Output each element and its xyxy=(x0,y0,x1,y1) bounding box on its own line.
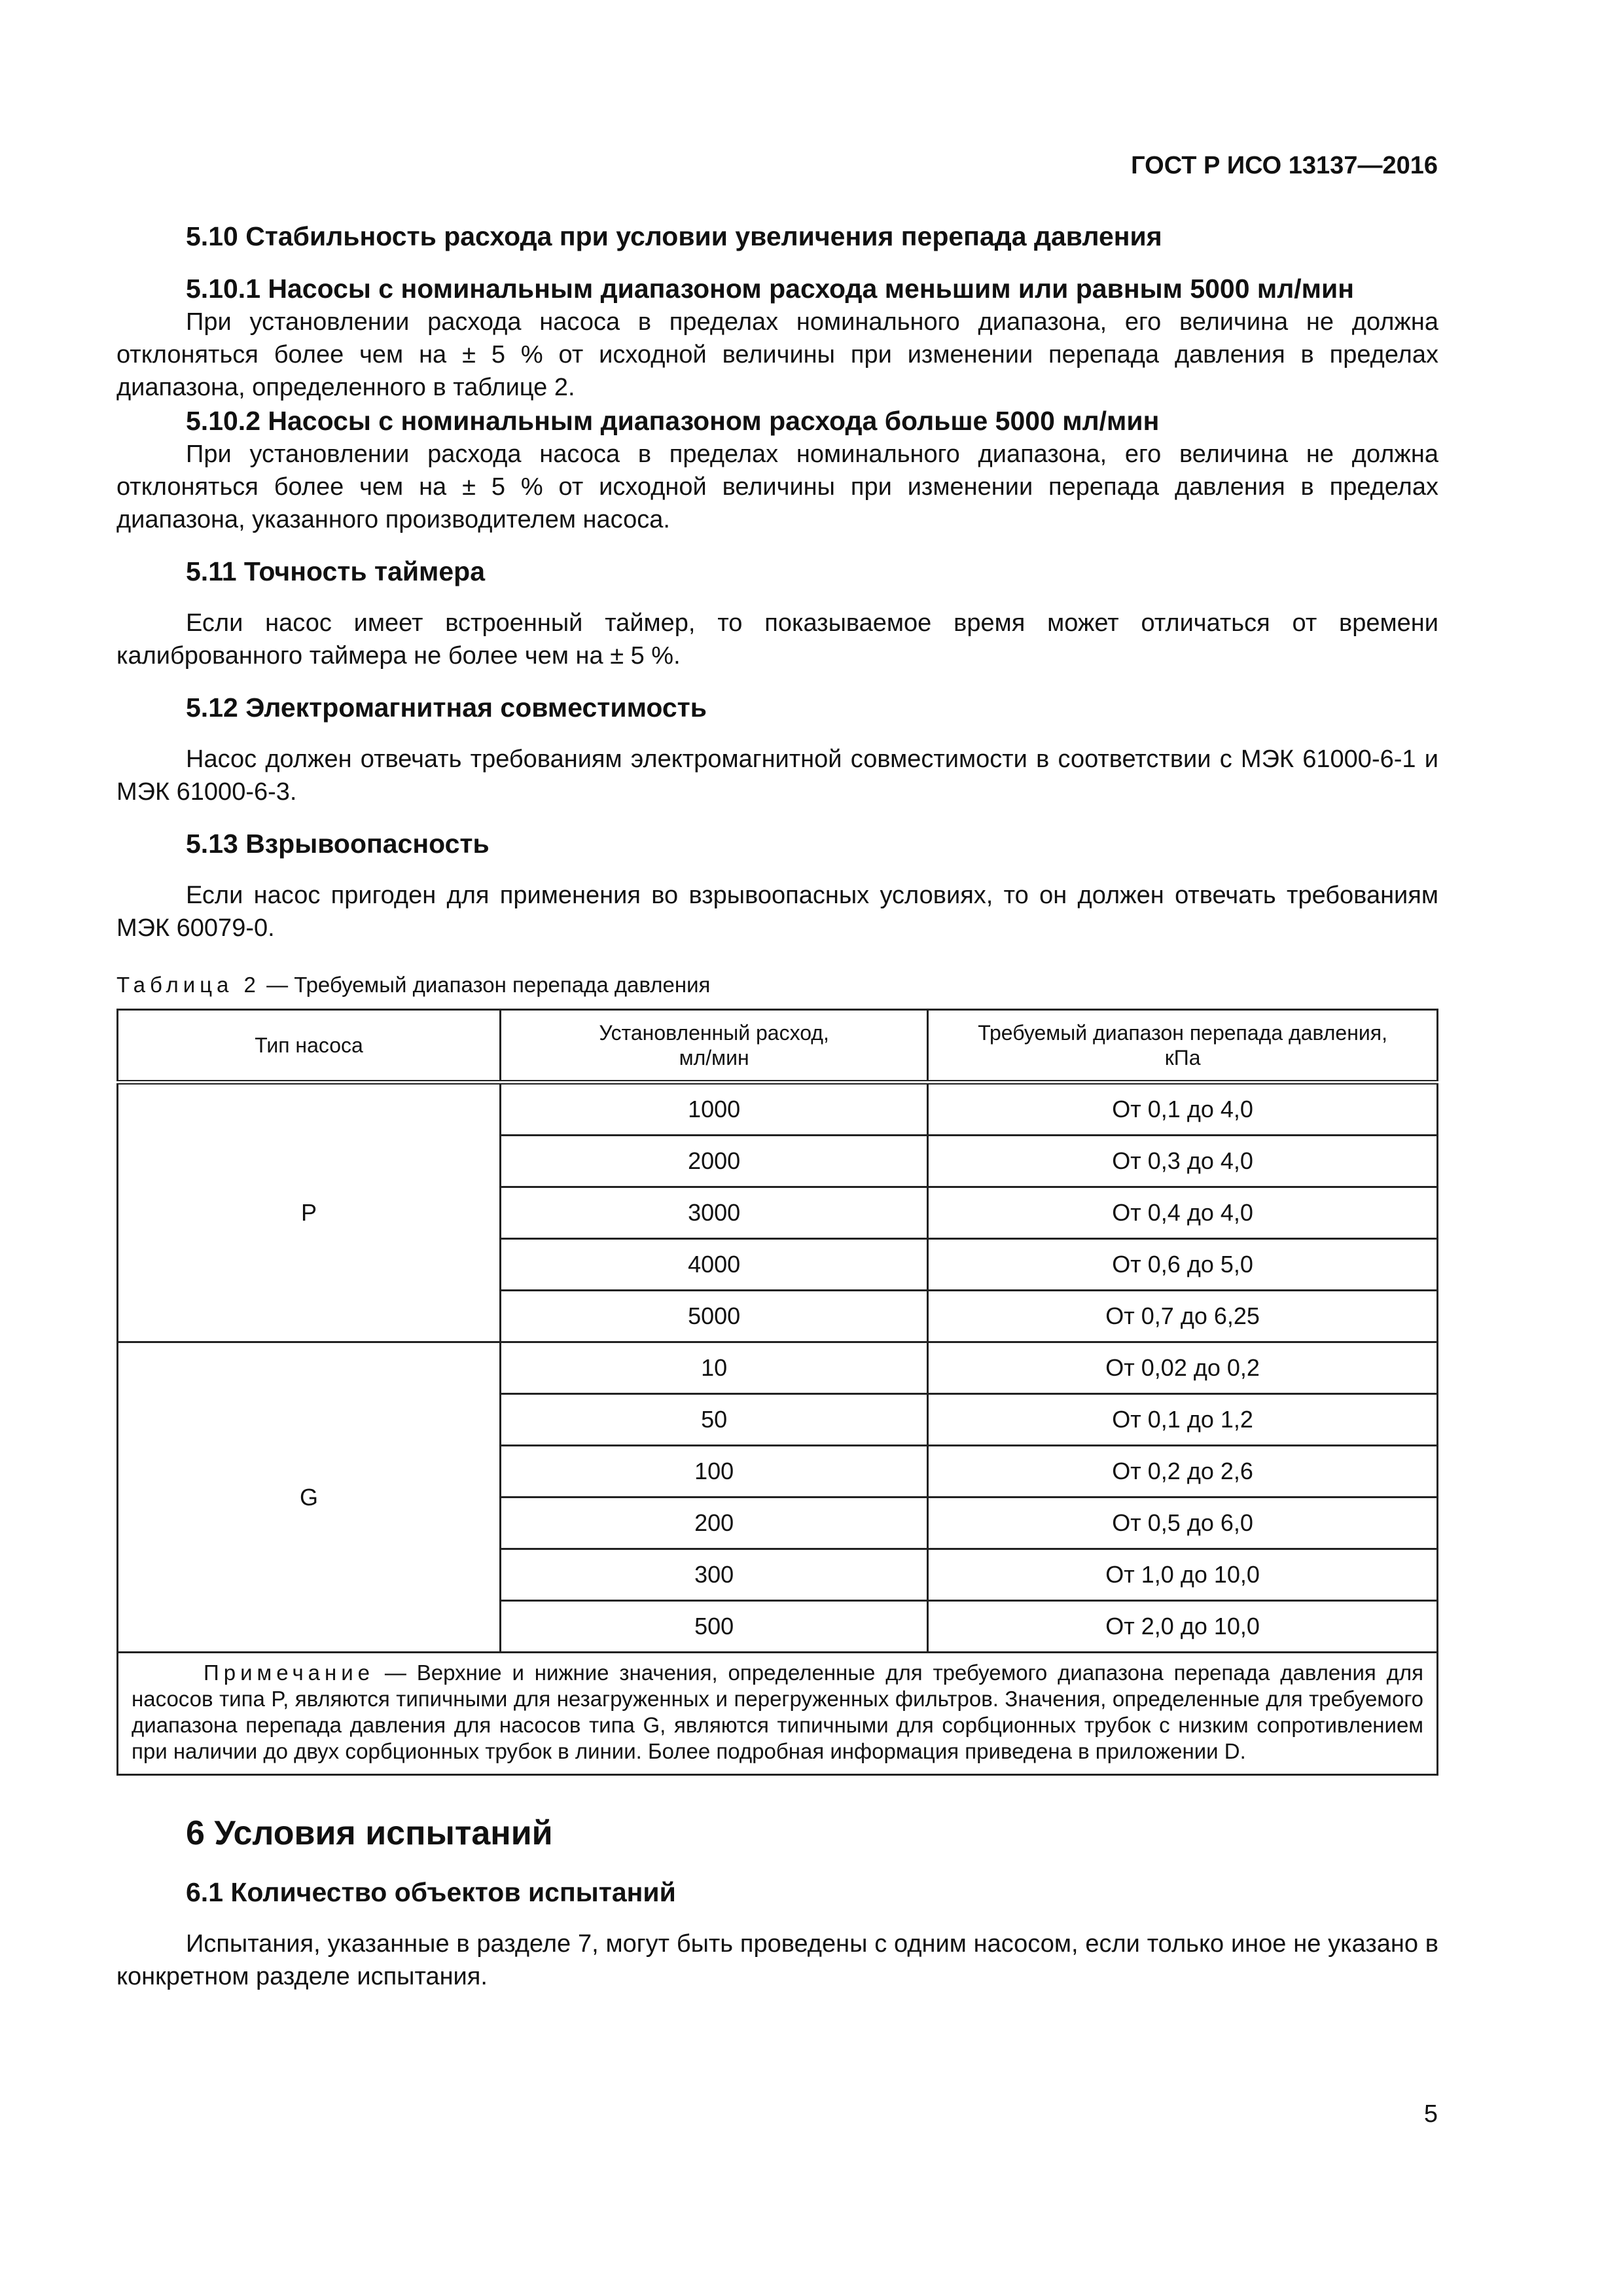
range-cell: От 0,7 до 6,25 xyxy=(928,1291,1438,1342)
document-code: ГОСТ Р ИСО 13137—2016 xyxy=(1131,152,1438,179)
section-5-13-title: 5.13 Взрывоопасность xyxy=(186,829,490,859)
section-5-10-1-text: При установлении расхода насоса в пределах номинального диапазона, его величина не должна отклоняться более чем на ± 5 % от исходной величины при изменении перепада давления в пределах диапазона, определенного в таблице 2. xyxy=(116,308,1438,401)
section-5-11-text: Если насос имеет встроенный таймер, то показываемое время может отличаться от времени калиброванного таймера не более чем на ± 5 %. xyxy=(116,609,1438,670)
flow-cell: 50 xyxy=(501,1394,928,1446)
flow-cell: 3000 xyxy=(501,1187,928,1239)
pressure-range-table xyxy=(116,1009,1438,1776)
range-cell: От 0,02 до 0,2 xyxy=(928,1342,1438,1394)
header-pressure-range: Требуемый диапазон перепада давления, кПа xyxy=(928,1010,1438,1083)
range-cell: От 0,3 до 4,0 xyxy=(928,1136,1438,1187)
flow-cell: 100 xyxy=(501,1446,928,1498)
section-6-title: 6 Условия испытаний xyxy=(186,1814,553,1852)
flow-cell: 10 xyxy=(501,1342,928,1394)
pump-type-cell: P xyxy=(118,1083,501,1342)
page-number: 5 xyxy=(1423,2100,1438,2128)
section-6-1-title: 6.1 Количество объектов испытаний xyxy=(186,1877,676,1907)
table-caption-text: — Требуемый диапазон перепада давления xyxy=(260,973,711,997)
table-note-label: Примечание xyxy=(204,1660,375,1685)
range-cell: От 1,0 до 10,0 xyxy=(928,1549,1438,1601)
section-5-13-text: Если насос пригоден для применения во взрывоопасных условиях, то он должен отвечать требованиям МЭК 60079-0. xyxy=(116,882,1438,942)
header-pump-type: Тип насоса xyxy=(118,1010,501,1083)
flow-cell: 4000 xyxy=(501,1239,928,1291)
header-flow-rate: Установленный расход, мл/мин xyxy=(501,1010,928,1083)
flow-cell: 200 xyxy=(501,1498,928,1549)
page-content xyxy=(116,219,1438,1993)
table-caption-label: Таблица 2 xyxy=(116,973,260,997)
table-note xyxy=(118,1653,1438,1775)
section-5-10-1-title: 5.10.1 Насосы с номинальным диапазоном расхода меньшим или равным 5000 мл/мин xyxy=(186,274,1354,304)
flow-cell: 300 xyxy=(501,1549,928,1601)
range-cell: От 0,1 до 1,2 xyxy=(928,1394,1438,1446)
table-row xyxy=(118,1342,1438,1394)
section-6-1-text: Испытания, указанные в разделе 7, могут быть проведены с одним насосом, если только иное не указано в конкретном разделе испытания. xyxy=(116,1930,1438,1990)
section-5-10-2-text: При установлении расхода насоса в пределах номинального диапазона, его величина не должна отклоняться более чем на ± 5 % от исходной величины при изменении перепада давления в пределах диапазона, указанного производителем насоса. xyxy=(116,440,1438,533)
range-cell: От 0,5 до 6,0 xyxy=(928,1498,1438,1549)
range-cell: От 2,0 до 10,0 xyxy=(928,1601,1438,1653)
flow-cell: 2000 xyxy=(501,1136,928,1187)
range-cell: От 0,1 до 4,0 xyxy=(928,1083,1438,1136)
section-5-12-text: Насос должен отвечать требованиям электромагнитной совместимости в соответствии с МЭК 61000-6-1 и МЭК 61000-6-3. xyxy=(116,745,1438,806)
section-5-10-2-title: 5.10.2 Насосы с номинальным диапазоном расхода больше 5000 мл/мин xyxy=(186,406,1160,436)
range-cell: От 0,2 до 2,6 xyxy=(928,1446,1438,1498)
range-cell: От 0,4 до 4,0 xyxy=(928,1187,1438,1239)
flow-cell: 500 xyxy=(501,1601,928,1653)
section-5-10-title: 5.10 Стабильность расхода при условии увеличения перепада давления xyxy=(186,221,1162,251)
section-5-12-title: 5.12 Электромагнитная совместимость xyxy=(186,692,707,723)
flow-cell: 1000 xyxy=(501,1083,928,1136)
table-row xyxy=(118,1083,1438,1136)
section-5-11-title: 5.11 Точность таймера xyxy=(186,556,486,586)
table-note-text: — Верхние и нижние значения, определенные для требуемого диапазона перепада давления для насосов типа P, являются типичными для незагруженных и перегруженных фильтров. Значения, определенные для требуемого диапазона перепада давления для насосов типа G, являются типичными для сорбционных трубок с низким сопротивлением при наличии до двух сорбционных трубок в линии. Более подробная информация приведена в приложении D. xyxy=(132,1660,1423,1763)
flow-cell: 5000 xyxy=(501,1291,928,1342)
table-note-row xyxy=(118,1653,1438,1775)
range-cell: От 0,6 до 5,0 xyxy=(928,1239,1438,1291)
pump-type-cell: G xyxy=(118,1342,501,1653)
table-caption xyxy=(116,971,1438,999)
